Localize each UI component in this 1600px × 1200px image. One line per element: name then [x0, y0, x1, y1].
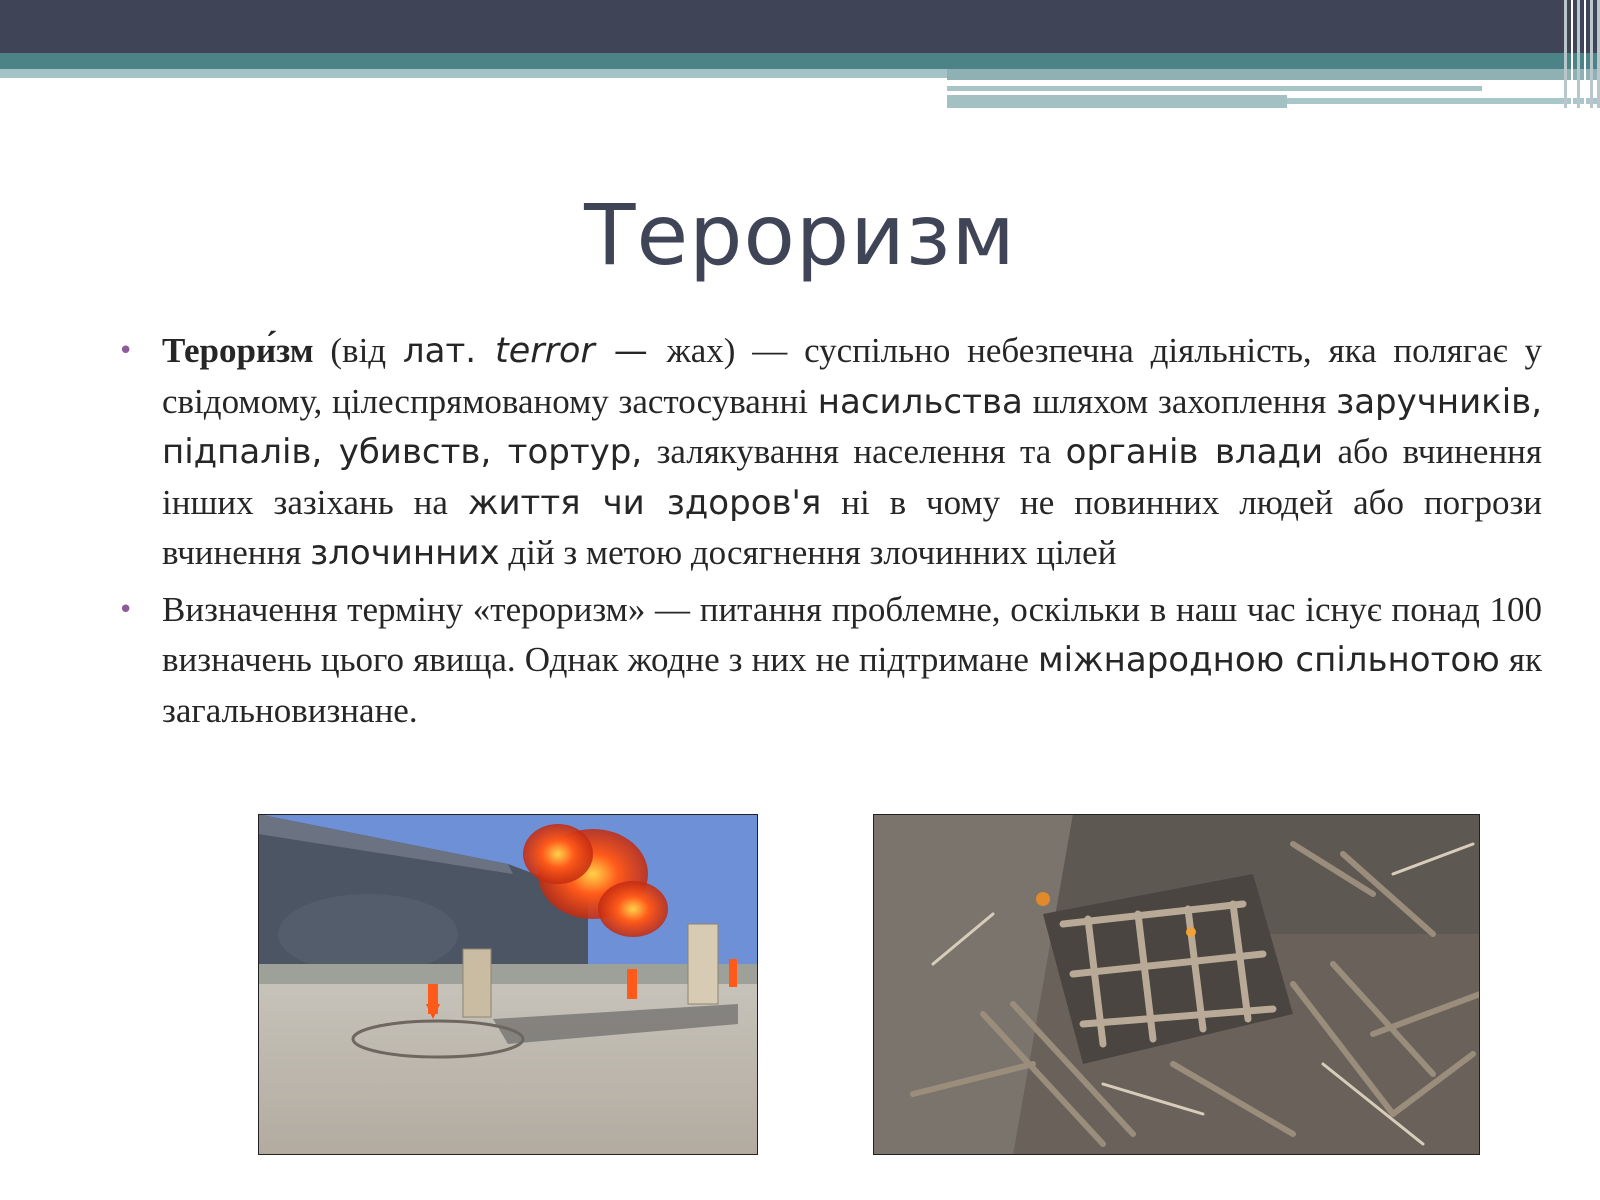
link-violence: насильства [817, 381, 1023, 422]
text-fragment: (від [313, 331, 403, 370]
photo-explosion [258, 814, 758, 1155]
link-authorities: органів влади [1065, 432, 1324, 472]
header-band-thin-1 [947, 86, 1482, 91]
header-band-dark [0, 0, 1600, 53]
text-fragment: жах) — суспільно небезпечна діяльність, яка полягає у свідомому, цілеспрямованому застосуванні [162, 331, 1542, 421]
bullet-marker: • [118, 336, 134, 366]
bullet-marker: • [118, 594, 134, 625]
photo-rubble-drawing [873, 814, 1480, 1155]
header-stripes [1552, 0, 1600, 108]
photo-rubble [873, 814, 1480, 1155]
text-fragment: — [594, 331, 667, 371]
latin-word: terror [494, 331, 595, 371]
link-criminal: злочинних [310, 533, 500, 573]
header-band-thin-2 [947, 95, 1287, 108]
text-fragment: як загальновизнане. [162, 640, 1542, 730]
link-life-health: життя чи здоров'я [467, 482, 822, 523]
text-fragment: або вчинення інших зазіхань на [162, 432, 1543, 522]
text-fragment: шляхом захоплення [1022, 381, 1337, 421]
header-band-teal [0, 53, 1600, 69]
photo-explosion-drawing [258, 814, 758, 1155]
text-fragment: залякування населення та [642, 432, 1066, 471]
bullet-definition-problem [118, 585, 1542, 737]
text-fragment: ні в чому не повинних людей або погрози вчинення [162, 482, 1543, 572]
bullet-definition [118, 326, 1542, 579]
link-latin: лат. [402, 331, 495, 371]
link-hostages: заручників, підпалів, убивств, тортур, [162, 381, 1542, 472]
link-international-community: міжнародною спільнотою [1037, 640, 1500, 680]
term-terrorism: Терори́зм [162, 331, 314, 370]
header-band-light-right [947, 69, 1600, 80]
slide-title: Тероризм [584, 186, 1016, 284]
text-fragment: дій з метою досягнення злочинних цілей [499, 533, 1117, 572]
text-fragment: Визначення терміну «тероризм» — питання проблемне, оскільки в наш час існує понад 100 визначень цього явища. Однак жодне з них не підтримане [162, 589, 1542, 679]
header-band-light-left [0, 69, 947, 78]
slide-content [118, 326, 1542, 742]
